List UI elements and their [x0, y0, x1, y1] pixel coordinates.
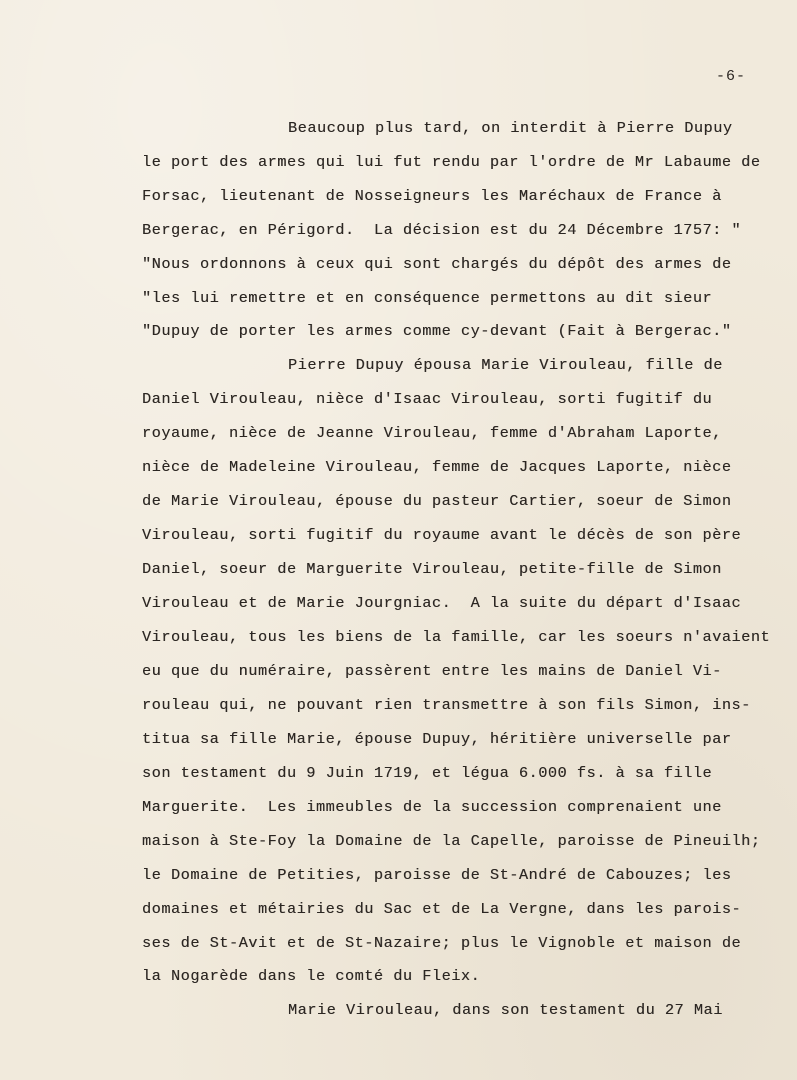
- text-line: Forsac, lieutenant de Nosseigneurs les Maréchaux de France à: [142, 187, 722, 205]
- text-line: la Nogarède dans le comté du Fleix.: [142, 967, 481, 985]
- text-line: domaines et métairies du Sac et de La Vergne, dans les parois-: [142, 900, 742, 918]
- text-line: Virouleau, tous les biens de la famille, car les soeurs n'avaient: [142, 628, 771, 646]
- text-line: de Marie Virouleau, épouse du pasteur Cartier, soeur de Simon: [142, 492, 732, 510]
- text-line: nièce de Madeleine Virouleau, femme de Jacques Laporte, nièce: [142, 458, 732, 476]
- text-line: rouleau qui, ne pouvant rien transmettre à son fils Simon, ins-: [142, 696, 751, 714]
- text-line: "les lui remettre et en conséquence permettons au dit sieur: [142, 289, 713, 307]
- text-line: eu que du numéraire, passèrent entre les mains de Daniel Vi-: [142, 662, 722, 680]
- text-line: le Domaine de Petities, paroisse de St-André de Cabouzes; les: [142, 866, 732, 884]
- text-line: Bergerac, en Périgord. La décision est du 24 Décembre 1757: ": [142, 221, 742, 239]
- text-line: son testament du 9 Juin 1719, et légua 6.000 fs. à sa fille: [142, 764, 713, 782]
- text-line: royaume, nièce de Jeanne Virouleau, femme d'Abraham Laporte,: [142, 424, 722, 442]
- text-line: Beaucoup plus tard, on interdit à Pierre Dupuy: [288, 119, 733, 137]
- text-line: Daniel Virouleau, nièce d'Isaac Virouleau, sorti fugitif du: [142, 390, 713, 408]
- text-line: titua sa fille Marie, épouse Dupuy, héritière universelle par: [142, 730, 732, 748]
- text-line: Marie Virouleau, dans son testament du 27 Mai: [288, 1001, 723, 1019]
- text-line: Virouleau, sorti fugitif du royaume avant le décès de son père: [142, 526, 742, 544]
- text-line: Marguerite. Les immeubles de la succession comprenaient une: [142, 798, 722, 816]
- text-line: Virouleau et de Marie Jourgniac. A la suite du départ d'Isaac: [142, 594, 742, 612]
- text-line: maison à Ste-Foy la Domaine de la Capelle, paroisse de Pineuilh;: [142, 832, 761, 850]
- text-line: Daniel, soeur de Marguerite Virouleau, petite-fille de Simon: [142, 560, 722, 578]
- text-line: "Dupuy de porter les armes comme cy-devant (Fait à Bergerac.": [142, 322, 732, 340]
- text-line: ses de St-Avit et de St-Nazaire; plus le Vignoble et maison de: [142, 934, 742, 952]
- text-line: Pierre Dupuy épousa Marie Virouleau, fille de: [288, 356, 723, 374]
- page-number: -6-: [716, 68, 747, 85]
- text-line: "Nous ordonnons à ceux qui sont chargés du dépôt des armes de: [142, 255, 732, 273]
- text-line: le port des armes qui lui fut rendu par l'ordre de Mr Labaume de: [142, 153, 761, 171]
